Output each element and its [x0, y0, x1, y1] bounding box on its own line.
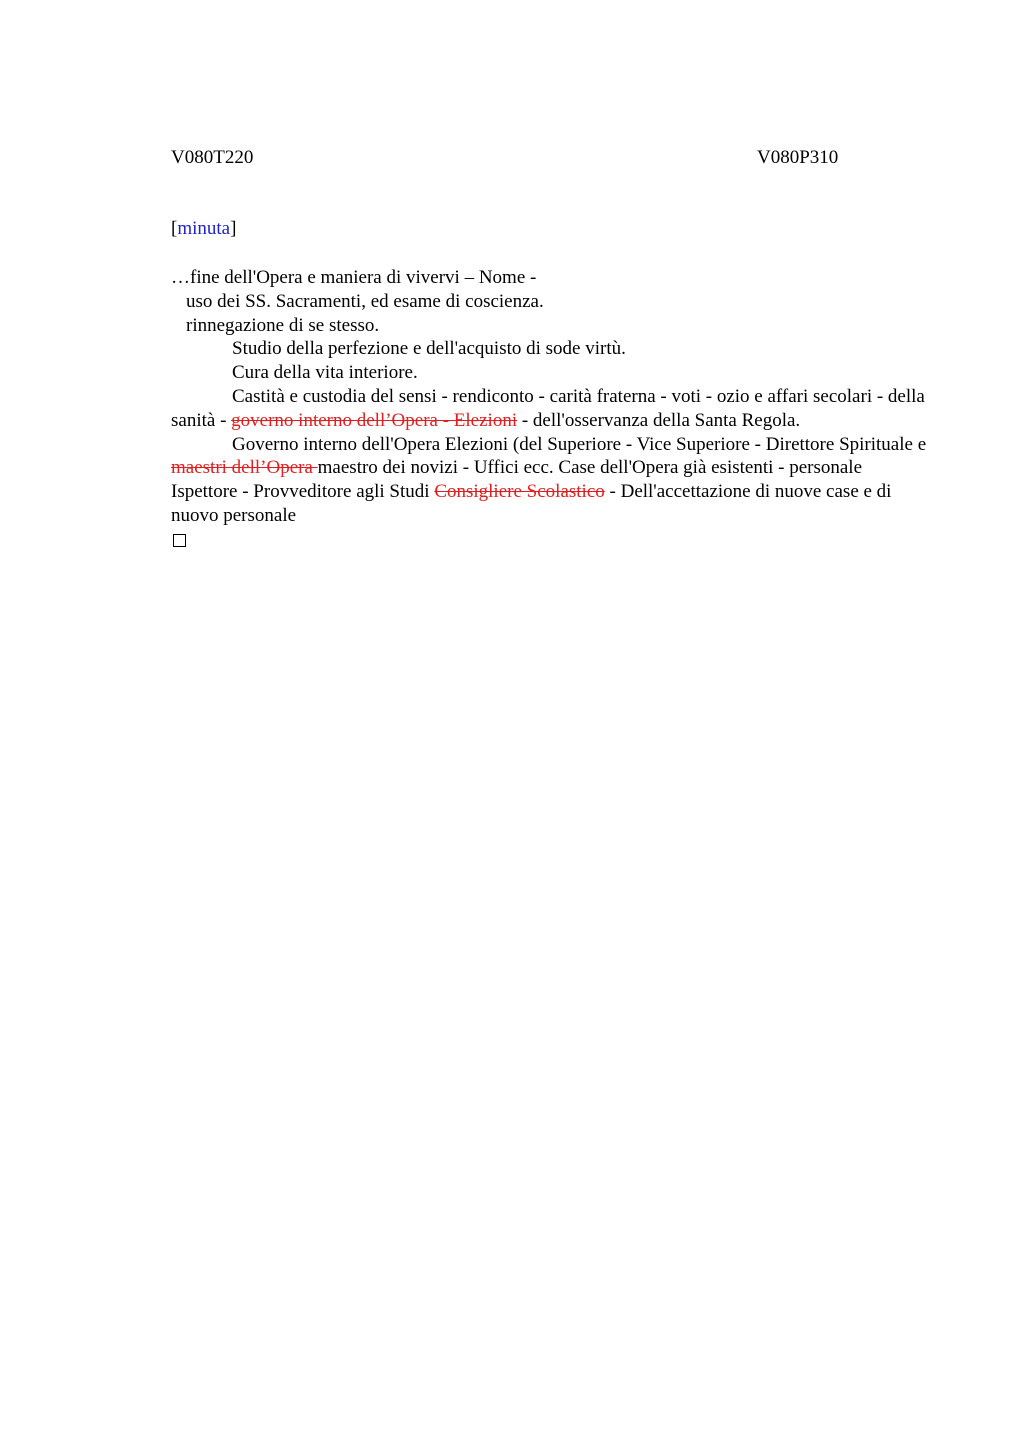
text-line: Studio della perfezione e dell'acquisto di sode virtù. [232, 338, 626, 360]
end-marker [171, 528, 933, 554]
paragraph [171, 433, 933, 528]
text-line: …fine dell'Opera e maniera di vivervi – Nome - [171, 267, 537, 288]
close-bracket: ] [230, 218, 237, 239]
struck-text: maestri dell’Opera [171, 457, 318, 479]
paragraph-text: Governo interno dell'Opera Elezioni (del Superiore - Vice Superiore - Direttore Spirituale e [232, 433, 927, 455]
open-bracket: [ [171, 218, 178, 239]
paragraph-text: Castità e custodia del sensi - rendiconto - carità fraterna - voti - ozio e affari secolari - della sanità - [171, 385, 925, 431]
struck-text: Consigliere Scolastico [434, 481, 605, 503]
paragraph [171, 385, 933, 433]
text-line: Cura della vita interiore. [232, 362, 418, 384]
paragraph-text: maestro dei novizi - Uffici ecc. Case dell'Opera già esistenti - personale Ispettore - Provveditore agli Studi [171, 457, 863, 503]
document-code-right: V080P310 [757, 147, 839, 168]
minuta-label [171, 218, 236, 240]
struck-text: governo interno dell’Opera - Elezioni [231, 409, 518, 431]
minuta-link[interactable]: minuta [177, 218, 231, 239]
paragraph-text: - dell'osservanza della Santa Regola. [517, 409, 801, 431]
document-code-left: V080T220 [171, 147, 254, 168]
document-body [171, 266, 933, 554]
paragraph-text: - Dell'accettazione di nuove case e di nuovo personale [171, 481, 892, 526]
text-line: rinnegazione di se stesso. [186, 314, 380, 336]
box-icon [173, 534, 186, 547]
text-line: uso dei SS. Sacramenti, ed esame di coscienza. [186, 290, 544, 312]
